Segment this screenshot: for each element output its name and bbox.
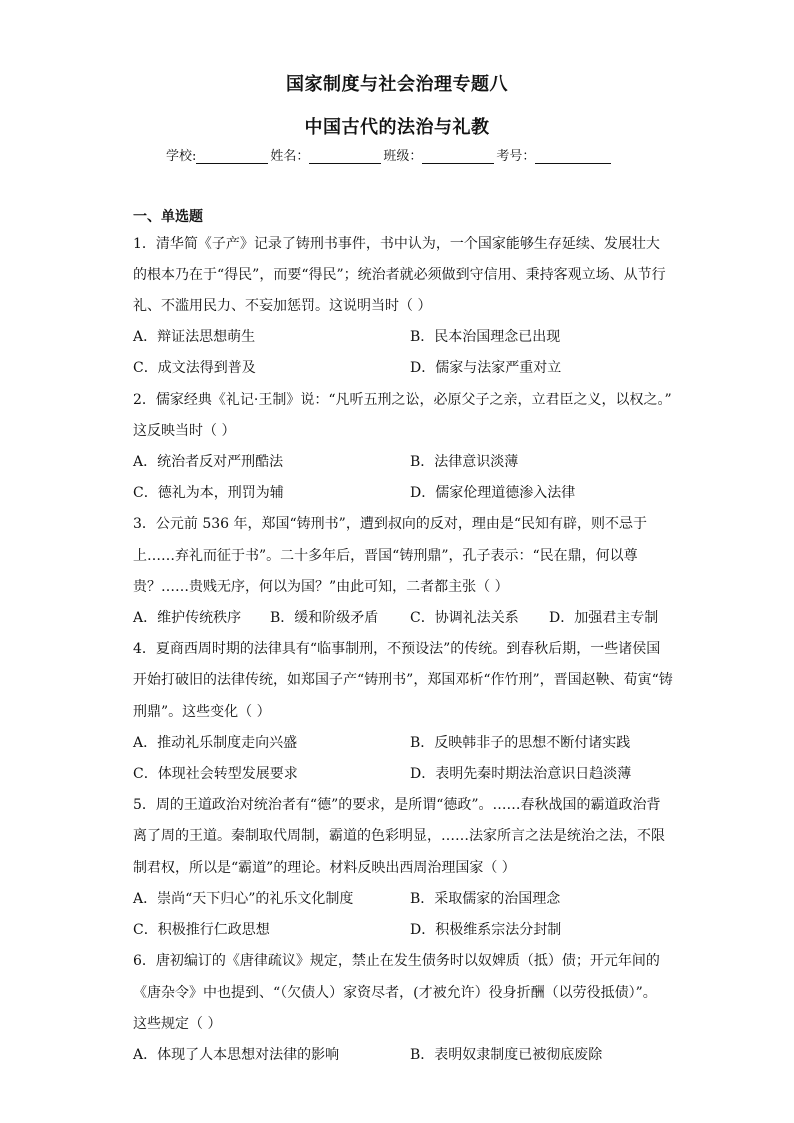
question-1-line: 的根本乃在于“得民”，而要“得民”；统治者就必须做到守信用、秉持客观立场、从节行: [133, 267, 666, 283]
student-info-row: [166, 145, 613, 164]
question-5-option-d[interactable]: D．积极维系宗法分封制: [410, 922, 562, 938]
question-2-option-a[interactable]: A．统治者反对严刑酷法: [133, 454, 284, 470]
school-blank[interactable]: [196, 148, 268, 164]
question-2-line: 这反映当时（ ）: [133, 423, 236, 439]
question-1-line: 礼、不滥用民力、不妄加惩罚。这说明当时（ ）: [133, 298, 432, 314]
question-5-line: 5．周的王道政治对统治者有“德”的要求，是所谓“德政”。……春秋战国的霸道政治背: [133, 797, 661, 813]
question-1-option-a[interactable]: A．辩证法思想萌生: [133, 329, 256, 345]
question-6-line: 《唐杂令》中也提到、“（欠债人）家资尽者，(才被允许）役身折酬（以劳役抵债）”。: [133, 985, 657, 1001]
question-2-option-b[interactable]: B．法律意识淡薄: [410, 454, 519, 470]
question-3-line: 贵？……贵贱无序，何以为国？”由此可知，二者都主张（ ）: [133, 579, 509, 595]
question-4-option-b[interactable]: B．反映韩非子的思想不断付诸实践: [410, 735, 631, 751]
page-title: 国家制度与社会治理专题八: [286, 74, 508, 95]
question-4-option-c[interactable]: C．体现社会转型发展要求: [133, 766, 298, 782]
question-4-line: 4．夏商西周时期的法律具有“临事制刑，不预设法”的传统。到春秋后期，一些诸侯国: [133, 641, 661, 657]
question-3-option-a[interactable]: A．维护传统秩序: [133, 610, 242, 626]
question-3-option-b[interactable]: B．缓和阶级矛盾: [270, 610, 379, 626]
question-3-line: 3．公元前 536 年，郑国“铸刑书”，遭到叔向的反对，理由是“民知有辟，则不忌于: [133, 516, 647, 532]
question-3-option-d[interactable]: D．加强君主专制: [549, 610, 659, 626]
question-4-line: 开始打破旧的法律传统，如郑国子产“铸刑书”，郑国邓析“作竹刑”，晋国赵鞅、荀寅“铸: [133, 672, 673, 688]
class-label: 班级：: [383, 149, 423, 164]
school-label: 学校:: [166, 149, 197, 164]
name-blank[interactable]: [309, 148, 381, 164]
question-5-line: 制君权，所以是“霸道”的理论。材料反映出西周治理国家（ ）: [133, 860, 516, 876]
number-blank[interactable]: [535, 148, 611, 164]
class-blank[interactable]: [422, 148, 494, 164]
question-2-option-d[interactable]: D．儒家伦理道德渗入法律: [410, 485, 576, 501]
page-subtitle: 中国古代的法治与礼教: [304, 117, 490, 138]
question-5-option-b[interactable]: B．采取儒家的治国理念: [410, 891, 561, 907]
question-1-option-c[interactable]: C．成文法得到普及: [133, 360, 256, 376]
question-6-option-b[interactable]: B．表明奴隶制度已被彻底废除: [410, 1047, 603, 1063]
question-3-line: 上……弃礼而征于书”。二十多年后，晋国“铸刑鼎”，孔子表示：“民在鼎，何以尊: [133, 548, 638, 564]
question-2-option-c[interactable]: C．德礼为本，刑罚为辅: [133, 485, 284, 501]
name-label: 姓名：: [270, 149, 310, 164]
question-1-option-b[interactable]: B．民本治国理念已出现: [410, 329, 561, 345]
question-5-option-c[interactable]: C．积极推行仁政思想: [133, 922, 270, 938]
question-6-line: 6．唐初编订的《唐律疏议》规定，禁止在发生债务时以奴婢质（抵）债；开元年间的: [133, 953, 660, 969]
question-4-option-d[interactable]: D．表明先秦时期法治意识日趋淡薄: [410, 766, 632, 782]
question-3-option-c[interactable]: C．协调礼法关系: [410, 610, 519, 626]
question-6-option-a[interactable]: A．体现了人本思想对法律的影响: [133, 1047, 340, 1063]
question-1-option-d[interactable]: D．儒家与法家严重对立: [410, 360, 562, 376]
question-1-line: 1．清华简《子产》记录了铸刑书事件，书中认为，一个国家能够生存延续、发展壮大: [133, 236, 660, 252]
question-4-option-a[interactable]: A．推动礼乐制度走向兴盛: [133, 735, 298, 751]
question-5-line: 离了周的王道。秦制取代周制，霸道的色彩明显，……法家所言之法是统治之法，不限: [133, 828, 665, 844]
question-6-line: 这些规定（ ）: [133, 1016, 222, 1032]
section-heading: 一、单选题: [133, 209, 203, 225]
question-2-line: 2．儒家经典《礼记·王制》说：“凡听五刑之讼，必原父子之亲，立君臣之义，以权之。”: [133, 392, 672, 408]
question-5-option-a[interactable]: A．崇尚“天下归心”的礼乐文化制度: [133, 891, 354, 907]
number-label: 考号：: [496, 149, 536, 164]
question-4-line: 刑鼎”。这些变化（ ）: [133, 704, 271, 720]
